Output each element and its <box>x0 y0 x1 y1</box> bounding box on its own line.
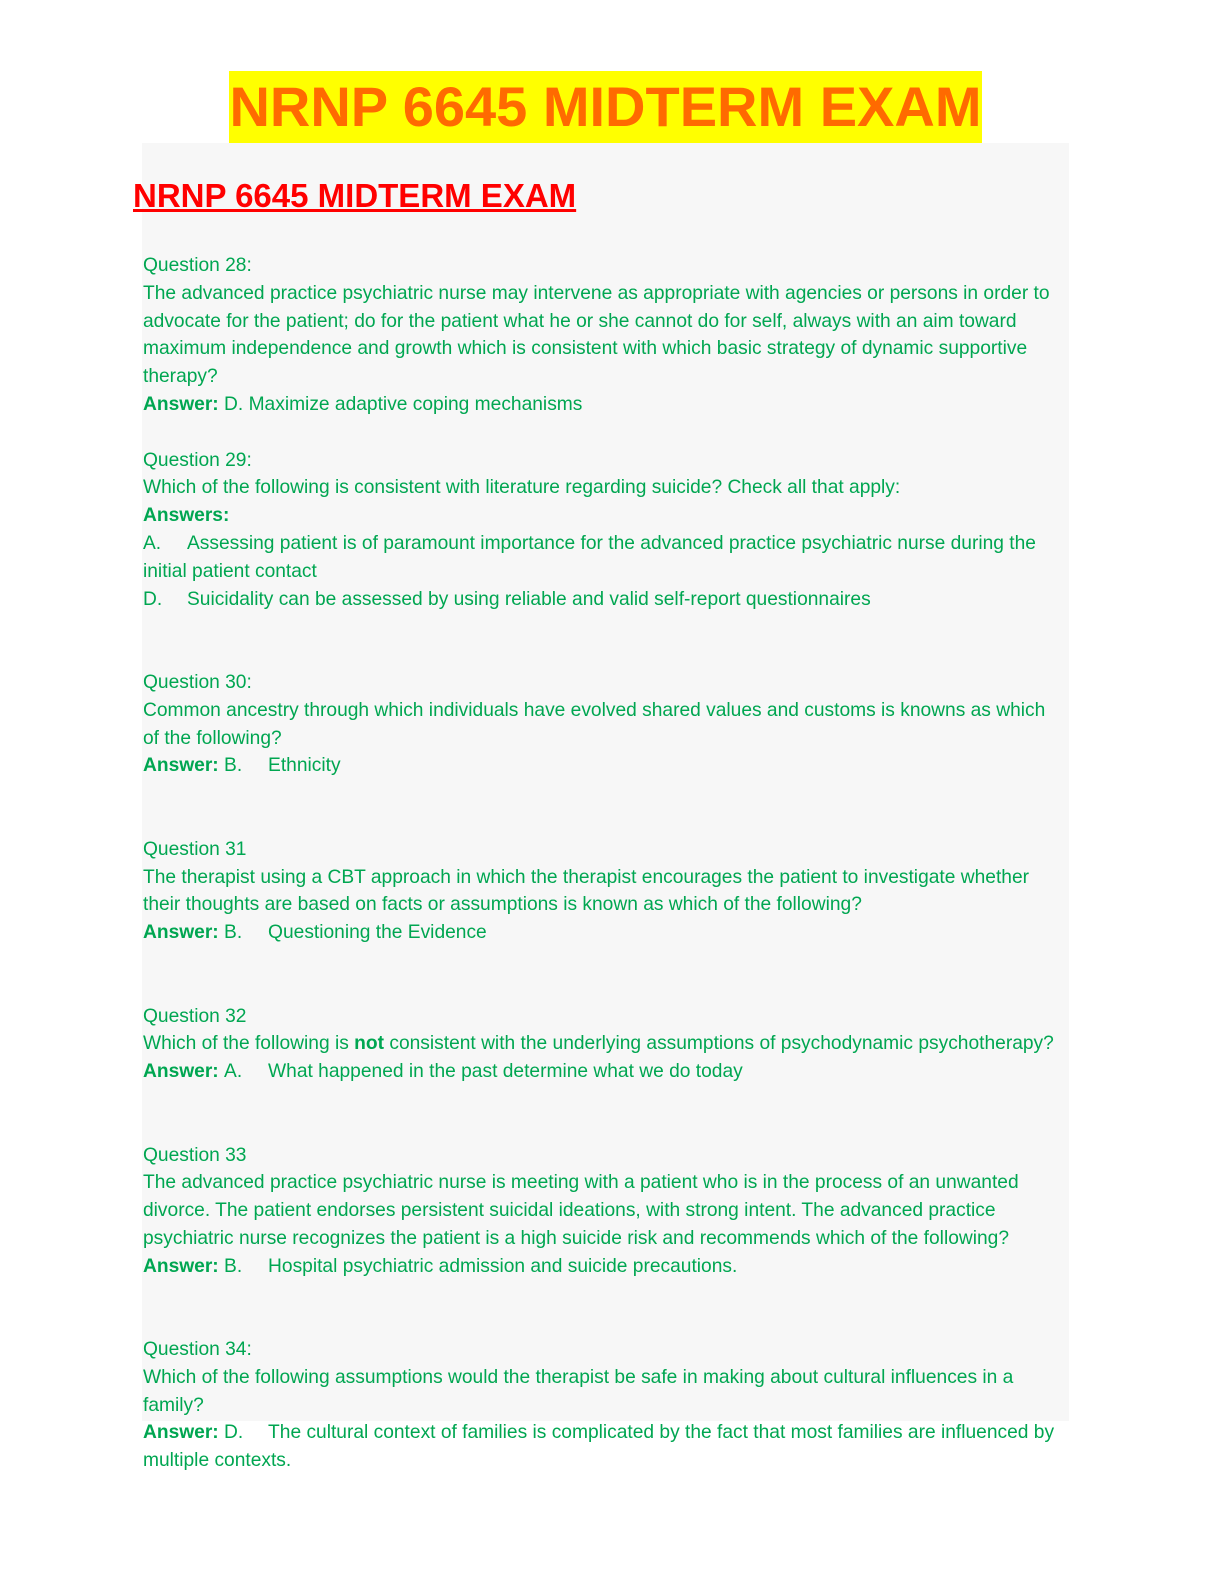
question-heading: Question 32 <box>143 1005 247 1027</box>
answer-label: Answer: <box>143 1255 219 1277</box>
answer-text: The cultural context of families is complicated by the fact that most families are influenced by multiple contexts. <box>143 1422 1055 1472</box>
answer-label: Answer: <box>143 922 219 944</box>
question-text: Which of the following assumptions would the therapist be safe in making about cultural influences in a family? <box>143 1366 1014 1416</box>
question-text: The advanced practice psychiatric nurse is meeting with a patient who is in the process of an unwanted divorce. The patient endorses persistent suicidal ideations, with strong intent. The advanced practice psychiatric nurse recognizes the patient is a high suicide risk and recommends which of the following? <box>143 1172 1019 1249</box>
question-heading: Question 31 <box>143 838 247 860</box>
question-text-after: consistent with the underlying assumptions of psychodynamic psychotherapy? <box>389 1033 1054 1055</box>
question-text: Common ancestry through which individuals have evolved shared values and customs is knowns as which of the following? <box>143 699 1046 749</box>
question-heading: Question 30: <box>143 671 252 693</box>
option-text: Suicidality can be assessed by using reliable and valid self-report questionnaires <box>187 588 871 610</box>
answer-line <box>143 1058 1063 1086</box>
answer-letter: D. <box>224 1422 244 1444</box>
answer-letter: B. <box>224 755 243 777</box>
question-29 <box>143 447 1063 614</box>
answer-text: Ethnicity <box>268 755 341 777</box>
answer-letter: B. <box>224 922 243 944</box>
answer-text: D. Maximize adaptive coping mechanisms <box>224 393 583 415</box>
answer-label: Answer: <box>143 1422 219 1444</box>
question-32 <box>143 1003 1063 1086</box>
answer-line <box>143 1419 1063 1475</box>
answer-line <box>143 919 1063 947</box>
answer-text: Hospital psychiatric admission and suicide precautions. <box>268 1255 738 1277</box>
question-28 <box>143 252 1063 419</box>
question-text-emphasis: not <box>354 1033 385 1055</box>
answer-line <box>143 752 1063 780</box>
answer-option <box>143 586 1063 614</box>
question-33 <box>143 1142 1063 1281</box>
question-heading: Question 34: <box>143 1339 252 1361</box>
option-letter: A. <box>143 532 162 554</box>
question-heading: Question 33 <box>143 1144 247 1166</box>
option-letter: D. <box>143 588 163 610</box>
question-text: The therapist using a CBT approach in which the therapist encourages the patient to investigate whether their thoughts are based on facts or assumptions is known as which of the following? <box>143 866 1030 916</box>
question-text <box>143 1030 1063 1058</box>
question-text-before: Which of the following is <box>143 1033 349 1055</box>
question-34 <box>143 1336 1063 1475</box>
answer-letter: B. <box>224 1255 243 1277</box>
document-title: NRNP 6645 MIDTERM EXAM <box>133 177 577 214</box>
question-30 <box>143 669 1063 780</box>
question-text: Which of the following is consistent with literature regarding suicide? Check all that apply: <box>143 477 901 499</box>
question-heading: Question 28: <box>143 255 252 276</box>
question-text: The advanced practice psychiatric nurse may intervene as appropriate with agencies or persons in order to advocate for the patient; do for the patient what he or she cannot do for self, always with an aim toward maximum independence and growth which is consistent with which basic strategy of dynamic supportive therapy? <box>143 282 1050 388</box>
answer-label: Answer: <box>143 1061 219 1083</box>
answer-line <box>143 391 1063 419</box>
option-text: Assessing patient is of paramount importance for the advanced practice psychiatric nurse during the initial patient contact <box>143 532 1036 582</box>
answer-letter: A. <box>224 1061 243 1083</box>
answer-text: What happened in the past determine what we do today <box>268 1061 743 1083</box>
question-31 <box>143 836 1063 947</box>
answer-line <box>143 1253 1063 1281</box>
question-list <box>143 252 1063 1475</box>
answer-label: Answer: <box>143 393 219 415</box>
answer-option <box>143 530 1063 586</box>
banner-title: NRNP 6645 MIDTERM EXAM <box>229 75 982 138</box>
title-banner <box>229 71 982 143</box>
question-heading: Question 29: <box>143 449 252 471</box>
answer-label: Answers: <box>143 505 230 527</box>
answer-label: Answer: <box>143 755 219 777</box>
answer-text: Questioning the Evidence <box>268 922 487 944</box>
